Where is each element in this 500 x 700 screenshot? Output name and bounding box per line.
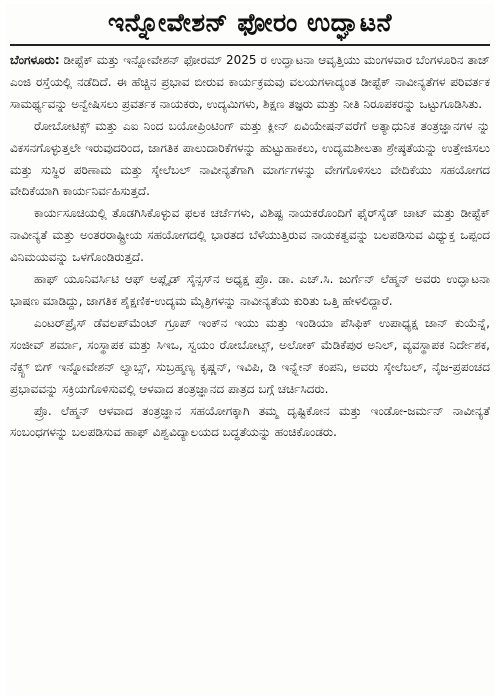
newspaper-clipping xyxy=(6,4,494,696)
paragraph-1-text: ಡೀಪ್ಟೆಕ್ ಮತ್ತು ಇನ್ನೋವೇಶನ್ ಫೋರಮ್ 2025 ರ ಉದ್ಘಾಟನಾ ಆವೃತ್ತಿಯು ಮಂಗಳವಾರ ಬೆಂಗಳೂರಿನ ತಾಜ್ ಎಂಜಿ ರಸ್ತೆಯಲ್ಲಿ ನಡೆದಿದೆ. ಈ ಹೆಚ್ಚಿನ ಪ್ರಭಾವ ಬೀರುವ ಕಾರ್ಯಕ್ರಮವು ವಲಯಗಳಾದ್ಯಂತ ಡೀಪ್ಟೆಕ್ ನಾವೀನ್ಯತೆಗಳ ಪರಿವರ್ತಕ ಸಾಮರ್ಥ್ಯವನ್ನು ಅನ್ವೇಷಿಸಲು ಪ್ರವರ್ತಕ ನಾಯಕರು, ಉದ್ಯಮಿಗಳು, ಶಿಕ್ಷಣ ತಜ್ಞರು ಮತ್ತು ನೀತಿ ನಿರೂಪಕರನ್ನು ಒಟ್ಟುಗೂಡಿಸಿತು. xyxy=(10,53,490,111)
paragraph-6: ಪ್ರೊ. ಲೆಹ್ಮನ್ ಆಳವಾದ ತಂತ್ರಜ್ಞಾನ ಸಹಯೋಗಕ್ಕಾಗಿ ತಮ್ಮ ದೃಷ್ಟಿಕೋನ ಮತ್ತು ಇಂಡೋ-ಜರ್ಮನ್ ನಾವೀನ್ಯತೆ ಸಂಬಂಧಗಳನ್ನು ಬಲಪಡಿಸುವ ಹಾಫ್ ವಿಶ್ವವಿದ್ಯಾಲಯದ ಬದ್ಧತೆಯನ್ನು ಹಂಚಿಕೊಂಡರು. xyxy=(10,403,490,440)
headline-divider xyxy=(10,44,490,46)
paragraph-3: ಕಾರ್ಯಸೂಚಿಯಲ್ಲಿ ತೊಡಗಿಸಿಕೊಳ್ಳುವ ಫಲಕ ಚರ್ಚೆಗಳು, ವಿಶಿಷ್ಟ ನಾಯಕರೊಂದಿಗೆ ಫೈರ್‌ಸೈಡ್ ಚಾಟ್ ಮತ್ತು ಡೀಪ್ಟೆಕ್ ನಾವೀನ್ಯತೆ ಮತ್ತು ಅಂತರರಾಷ್ಟ್ರೀಯ ಸಹಯೋಗದಲ್ಲಿ ಭಾರತದ ಬೆಳೆಯುತ್ತಿರುವ ನಾಯಕತ್ವವನ್ನು ಬಲಪಡಿಸುವ ವಿಧ್ಯುಕ್ತ ಒಪ್ಪಂದ ವಿನಿಮಯವನ್ನು ಒಳಗೊಂಡಿರುತ್ತದೆ. xyxy=(10,206,490,265)
paragraph-2: ರೋಬೋಟಿಕ್ಸ್ ಮತ್ತು ಎಐ ನಿಂದ ಬಯೋಪ್ರಿಂಟಿಂಗ್ ಮತ್ತು ಕ್ಲೀನ್ ಏವಿಯೇಷನ್‌ವರೆಗೆ ಅತ್ಯಾಧುನಿಕ ತಂತ್ರಜ್ಞಾನಗಳ ನ್ನು ವಿಕಸನಗೊಳ್ಳುತ್ತಲೇ ಇರುವುದರಿಂದ, ಜಾಗತಿಕ ಪಾಲುದಾರಿಕೆಗಳನ್ನು ಹುಟ್ಟುಹಾಕಲು, ಉದ್ಯಮಶೀಲತಾ ಶ್ರೇಷ್ಠತೆಯನ್ನು ಉತ್ತೇಜಿಸಲು ಮತ್ತು ಸುಸ್ಥಿರ ಪರಿಣಾಮ ಮತ್ತು ಸ್ಕೇಲೆಬಲ್ ನಾವೀನ್ಯತೆಗಾಗಿ ಮಾರ್ಗಗಳನ್ನು ವೇಗಗೊಳಿಸಲು ವೇದಿಕೆಯು ಸಹಯೋಗದ ವೇದಿಕೆಯಾಗಿ ಕಾರ್ಯನಿರ್ವಹಿಸುತ್ತದೆ. xyxy=(10,118,490,199)
paragraph-1 xyxy=(10,50,490,116)
article-body xyxy=(6,50,494,444)
paragraph-4: ಹಾಫ್ ಯೂನಿವರ್ಸಿಟಿ ಆಫ್ ಅಪ್ಲೈಡ್ ಸೈನ್ಸಸ್‌ನ ಅಧ್ಯಕ್ಷ ಪ್ರೊ. ಡಾ. ಎಚ್.ಸಿ. ಜುರ್ಗೆನ್ ಲೆಹ್ಮನ್ ಅವರು ಉದ್ಘಾಟನಾ ಭಾಷಣ ಮಾಡಿದ್ದು, ಜಾಗತಿಕ ಶೈಕ್ಷಣಿಕ-ಉದ್ಯಮ ಮೈತ್ರಿಗಳನ್ನು ನಾವೀನ್ಯತೆಯ ಕುರಿತು ಒತ್ತಿ ಹೇಳಲಿದ್ದಾರೆ. xyxy=(10,272,490,308)
headline: ಇನ್ನೋವೇಶನ್ ಫೋರಂ ಉದ್ಘಾಟನೆ xyxy=(107,8,392,37)
paragraph-5: ಎಂಟರ್‌ಪ್ರೈಸ್ ಡೆವಲಪ್‌ಮೆಂಟ್ ಗ್ರೂಪ್ ಇಂಕ್‌ನ ಇಯು ಮತ್ತು ಇಂಡಿಯಾ ಪೆಸಿಫಿಕ್ ಉಪಾಧ್ಯಕ್ಷ ಜಾನ್ ಕುಯೆನ್ನೆ, ಸಂಜೀವ್ ಶರ್ಮಾ, ಸಂಸ್ಥಾಪಕ ಮತ್ತು ಸಿಇಒ, ಸ್ವಯಂ ರೋಬೋಟ್ಸ್, ಅಲೋಕ್ ಮೆಡಿಕೆಪುರ ಅನಿಲ್, ವ್ಯವಸ್ಥಾಪಕ ನಿರ್ದೇಶಕ, ನೆಕ್ಸ್ಟ್ ಬಿಗ್ ಇನ್ನೋವೇಶನ್ ಲ್ಯಾಬ್ಸ್, ಸುಬ್ರಹ್ಮಣ್ಯ ಕೃಷ್ಣನ್, ಇವಿಪಿ, ಡಿ ಇನ್ಫ್ಲೇನ್ ಕಂಪನಿ, ಅವರು ಸ್ಕೇಲೆಬಲ್, ನೈಜ-ಪ್ರಪಂಚದ ಪ್ರಭಾವವನ್ನು ಸಕ್ರಿಯಗೊಳಿಸುವಲ್ಲಿ ಆಳವಾದ ತಂತ್ರಜ್ಞಾನದ ಪಾತ್ರದ ಬಗ್ಗೆ ಚರ್ಚಿಸಿದರು. xyxy=(10,315,490,396)
dateline: ಬೆಂಗಳೂರು: xyxy=(10,53,60,67)
